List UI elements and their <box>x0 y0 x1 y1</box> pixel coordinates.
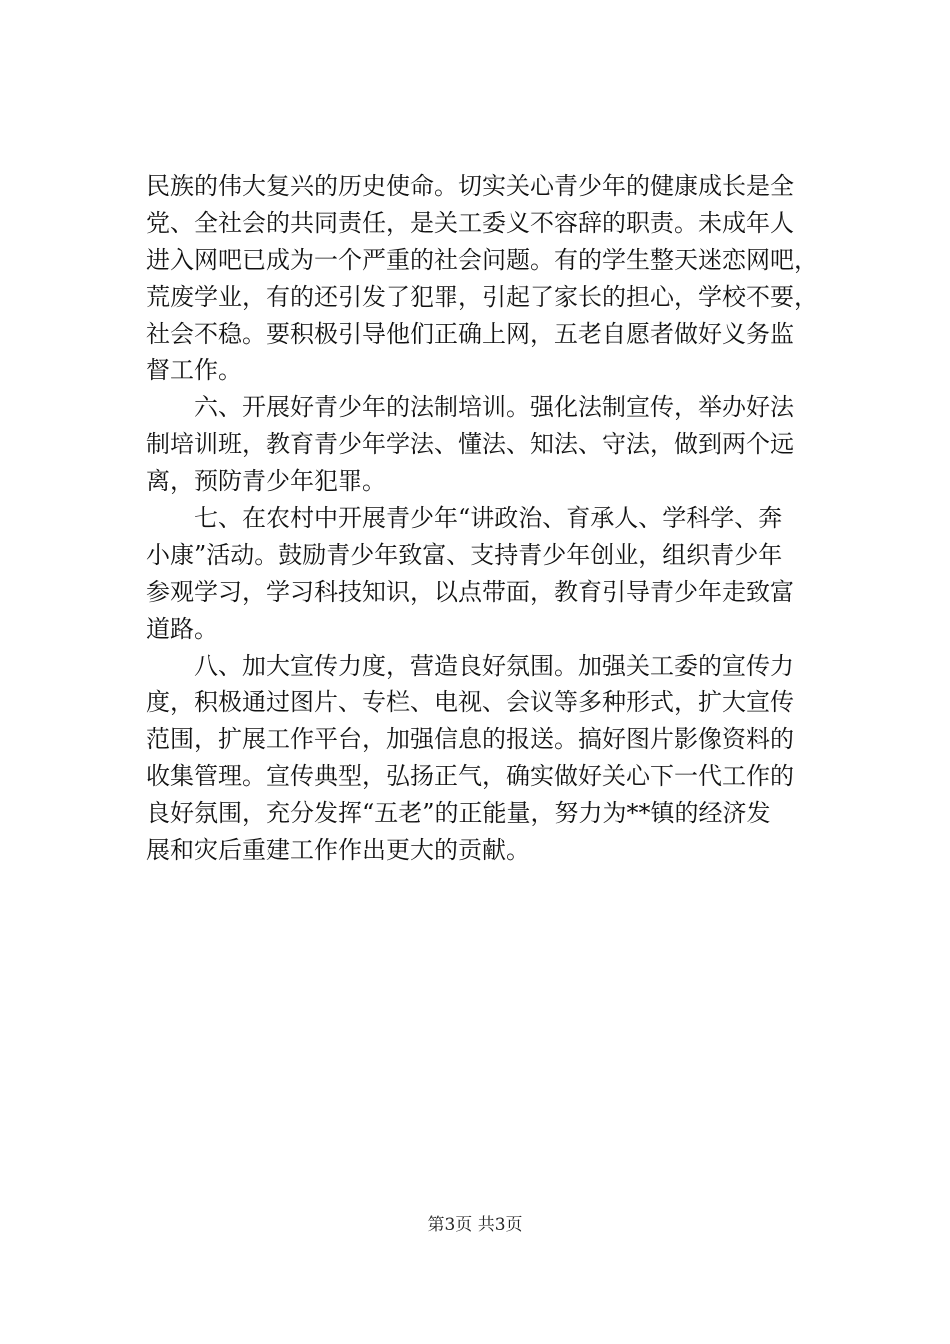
text-line: 民族的伟大复兴的历史使命。切实关心青少年的健康成长是全 <box>146 172 794 200</box>
text-line: 良好氛围，充分发挥“五老”的正能量，努力为**镇的经济发 <box>146 799 771 828</box>
text-line: 进入网吧已成为一个严重的社会问题。有的学生整天迷恋网吧， <box>146 245 818 274</box>
text-line: 督工作。 <box>146 356 242 385</box>
text-line: 离，预防青少年犯罪。 <box>146 467 386 496</box>
text-line: 党、全社会的共同责任，是关工委义不容辞的职责。未成年人 <box>146 208 794 237</box>
text-line: 道路。 <box>146 614 218 643</box>
text-line: 八、加大宣传力度，营造良好氛围。加强关工委的宣传力 <box>146 651 794 680</box>
text-line: 七、在农村中开展青少年“讲政治、育承人、学科学、奔 <box>146 504 783 533</box>
text-line: 参观学习，学习科技知识，以点带面，教育引导青少年走致富 <box>146 577 794 606</box>
text-line: 小康”活动。鼓励青少年致富、支持青少年创业，组织青少年 <box>146 540 783 569</box>
text-line: 荒废学业，有的还引发了犯罪，引起了家长的担心，学校不要， <box>146 282 818 311</box>
body-text <box>146 168 836 869</box>
text-line: 制培训班，教育青少年学法、懂法、知法、守法，做到两个远 <box>146 430 794 459</box>
text-line: 度，积极通过图片、专栏、电视、会议等多种形式，扩大宣传 <box>146 688 794 717</box>
text-line: 社会不稳。要积极引导他们正确上网，五老自愿者做好义务监 <box>146 319 794 348</box>
page-footer: 第3页 共3页 <box>427 1215 523 1235</box>
text-line: 展和灾后重建工作作出更大的贡献。 <box>146 836 530 865</box>
text-line: 收集管理。宣传典型，弘扬正气，确实做好关心下一代工作的 <box>146 762 794 791</box>
text-line: 范围，扩展工作平台，加强信息的报送。搞好图片影像资料的 <box>146 725 794 754</box>
text-line: 六、开展好青少年的法制培训。强化法制宣传，举办好法 <box>146 393 794 422</box>
